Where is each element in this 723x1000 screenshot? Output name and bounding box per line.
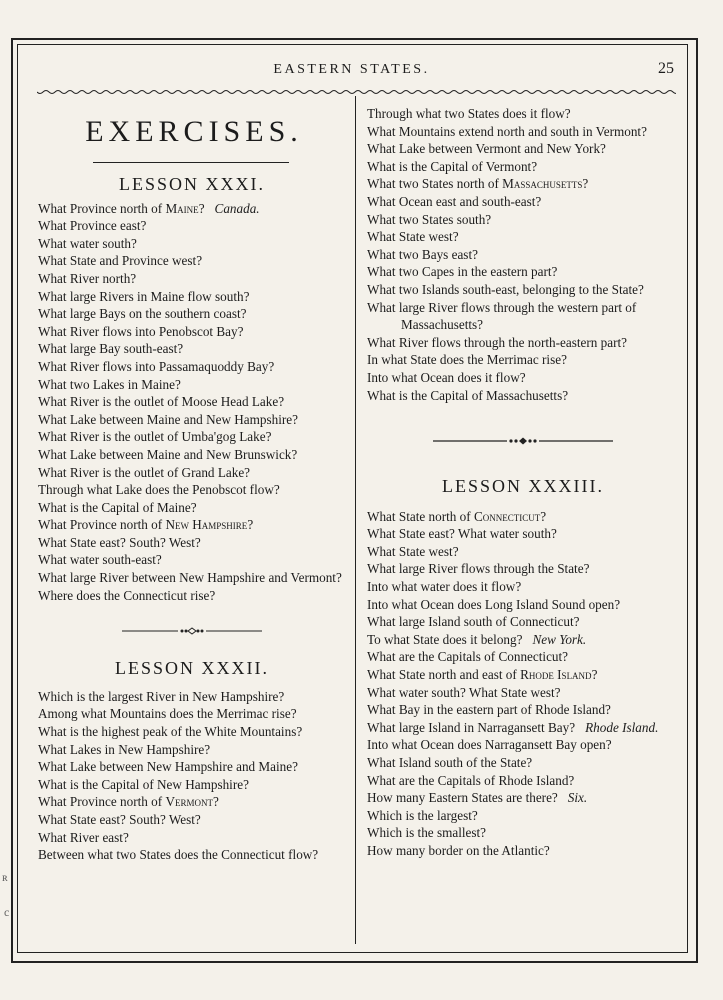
question-text: What water south? What State west?: [367, 684, 561, 700]
question-text: What Ocean east and south-east?: [367, 193, 542, 209]
question-text: What State and Province west?: [38, 253, 203, 269]
question-text: What large Bays on the southern coast?: [38, 306, 247, 322]
question-line: [38, 323, 346, 341]
question-line: [367, 789, 679, 807]
question-text: What is the Capital of Maine?: [38, 499, 197, 515]
place-name: Maine: [165, 200, 199, 216]
question-line: [38, 688, 346, 706]
question-line: [367, 525, 679, 543]
question-line: [367, 193, 679, 211]
question-line: [367, 578, 679, 596]
question-line: [367, 684, 679, 702]
question-line: [367, 736, 679, 754]
question-line: [367, 175, 679, 193]
question-text: What Lake between Vermont and New York?: [367, 141, 606, 157]
question-line: [367, 543, 679, 561]
question-text: Among what Mountains does the Merrimac rise?: [38, 706, 297, 722]
question-text: Through what Lake does the Penobscot flow?: [38, 482, 280, 498]
question-line: [367, 719, 679, 737]
question-text: What large River flows through the State?: [367, 561, 590, 577]
question-text: What Bay in the eastern part of Rhode Island?: [367, 702, 611, 718]
question-text: What two States south?: [367, 211, 492, 227]
question-text: What State west?: [367, 543, 459, 559]
question-text: What two Capes in the eastern part?: [367, 264, 558, 280]
lesson-31-heading: LESSON XXXI.: [118, 174, 265, 194]
column-divider: [355, 96, 356, 944]
question-line: [367, 648, 679, 666]
question-line: [38, 846, 346, 864]
question-text: What large Rivers in Maine flow south?: [38, 288, 250, 304]
question-line: [367, 613, 679, 631]
question-line: [38, 534, 346, 552]
question-text: What State east? What water south?: [367, 526, 557, 542]
question-text: Where does the Connecticut rise?: [38, 587, 216, 603]
question-line: [38, 393, 346, 411]
question-line: [38, 551, 346, 569]
question-text: What are the Capitals of Connecticut?: [367, 649, 569, 665]
question-text: What State west?: [367, 229, 459, 245]
left-column: [38, 114, 346, 864]
question-line: [367, 299, 679, 334]
lesson-33-heading: LESSON XXXIII.: [442, 476, 604, 497]
answer-text: New York.: [532, 631, 587, 647]
question-text: What Lake between Maine and New Hampshire?: [38, 411, 298, 427]
question-line: [38, 446, 346, 464]
question-text: What Lakes in New Hampshire?: [38, 741, 211, 757]
question-line: [367, 158, 679, 176]
question-text: Into what Ocean does it flow?: [367, 369, 526, 385]
question-line: [367, 351, 679, 369]
lesson-32-questions-cont: [367, 105, 679, 404]
question-line: [38, 376, 346, 394]
question-text: What large Bay south-east?: [38, 341, 184, 357]
question-text: What are the Capitals of Rhode Island?: [367, 772, 575, 788]
question-line: [38, 200, 346, 218]
question-line: [38, 587, 346, 605]
lesson-31-questions: [38, 200, 346, 605]
question-line: [38, 217, 346, 235]
question-line: [367, 281, 679, 299]
question-line: [367, 772, 679, 790]
question-line: [367, 140, 679, 158]
question-line: [38, 411, 346, 429]
question-text: What Island south of the State?: [367, 755, 533, 770]
answer-text: Rhode Island.: [585, 719, 659, 735]
place-name: Connecticut: [473, 508, 541, 524]
question-line: [38, 428, 346, 446]
question-text: What River is the outlet of Grand Lake?: [38, 464, 251, 480]
question-text: What is the Capital of Vermont?: [367, 158, 538, 174]
question-text: Between what two States does the Connecticut flow?: [38, 847, 319, 863]
question-text: To what State does it belong?: [367, 631, 523, 647]
question-line: [38, 481, 346, 499]
question-line: [38, 464, 346, 482]
question-text: How many Eastern States are there?: [367, 790, 558, 806]
question-line: [38, 516, 346, 534]
question-line: [367, 211, 679, 229]
question-line: [367, 701, 679, 719]
question-line: [367, 754, 679, 772]
question-line: [38, 758, 346, 776]
question-line: [38, 741, 346, 759]
question-text: What large River flows through the western part of Massachusetts?: [367, 299, 637, 333]
margin-mark: ʀ: [2, 870, 8, 884]
question-line: [38, 305, 346, 323]
question-text: How many border on the Atlantic?: [367, 842, 550, 858]
question-text: What two Lakes in Maine?: [38, 376, 181, 392]
question-text: What large Island south of Connecticut?: [367, 614, 580, 630]
question-line: [367, 123, 679, 141]
question-text: What River east?: [38, 829, 129, 845]
question-text: What large Island in Narragansett Bay?: [367, 719, 576, 735]
answer-text: Canada.: [214, 200, 260, 216]
exercises-title: EXERCISES.: [85, 115, 303, 148]
question-text: What River north?: [38, 270, 137, 286]
section-ornament: [122, 626, 262, 636]
question-text: Which is the largest River in New Hampshire?: [38, 688, 285, 704]
running-head: EASTERN STATES.: [273, 62, 430, 77]
question-line: [38, 270, 346, 288]
question-text: What State north and east of: [367, 667, 521, 683]
question-text: What water south?: [38, 235, 137, 251]
question-line: [38, 499, 346, 517]
question-text: What Lake between Maine and New Brunswick?: [38, 446, 298, 462]
question-line: [38, 829, 346, 847]
margin-mark: c: [4, 905, 10, 919]
question-text: Which is the smallest?: [367, 825, 487, 841]
question-text: In what State does the Merrimac rise?: [367, 352, 567, 368]
question-text: What Province north of: [38, 200, 166, 216]
question-line: [367, 596, 679, 614]
question-text: What is the Capital of Massachusetts?: [367, 387, 569, 403]
question-line: [367, 369, 679, 387]
lesson-33-questions: [367, 508, 679, 860]
question-line: [367, 807, 679, 825]
question-line: [367, 105, 679, 123]
question-text: What two Islands south-east, belonging to the State?: [367, 281, 644, 297]
question-line: [367, 666, 679, 684]
question-line: [367, 228, 679, 246]
question-line: [38, 705, 346, 723]
question-line: [38, 252, 346, 270]
question-text: What two Bays east?: [367, 246, 478, 262]
question-text: What is the highest peak of the White Mountains?: [38, 724, 303, 740]
question-line: [367, 842, 679, 860]
question-text: Into what water does it flow?: [367, 579, 522, 595]
question-text: What River flows into Penobscot Bay?: [38, 323, 244, 339]
place-name: Rhode Island: [520, 667, 592, 683]
question-text: What is the Capital of New Hampshire?: [38, 776, 249, 792]
question-line: [38, 776, 346, 794]
question-text: What River is the outlet of Moose Head Lake?: [38, 394, 285, 410]
question-line: [38, 811, 346, 829]
page-number: 25: [658, 60, 674, 77]
question-line: [367, 560, 679, 578]
question-end: ?: [591, 667, 598, 683]
question-text: What Province north of: [38, 517, 166, 533]
question-text: What State east? South? West?: [38, 812, 201, 827]
question-end: ?: [212, 794, 219, 810]
question-text: What water south-east?: [38, 552, 162, 568]
right-column: [367, 105, 679, 860]
question-text: Which is the largest?: [367, 807, 478, 823]
question-text: What State north of: [367, 508, 474, 524]
question-line: [367, 263, 679, 281]
wavy-rule: [37, 88, 676, 96]
question-text: What Province north of: [38, 794, 166, 810]
question-line: [38, 288, 346, 306]
question-text: What Province east?: [38, 218, 147, 234]
question-line: [38, 340, 346, 358]
place-name: New Hampshire: [165, 517, 248, 533]
question-line: [367, 246, 679, 264]
question-end: ?: [540, 508, 547, 524]
question-text: What River is the outlet of Umba'gog Lake?: [38, 429, 272, 445]
question-text: What Lake between New Hampshire and Maine?: [38, 759, 298, 775]
answer-text: Six.: [567, 790, 588, 806]
question-line: [367, 508, 679, 526]
question-line: [38, 358, 346, 376]
question-line: [38, 723, 346, 741]
section-ornament: [433, 436, 613, 446]
question-text: Into what Ocean does Narragansett Bay open?: [367, 737, 612, 753]
question-line: [38, 569, 346, 587]
question-text: What Mountains extend north and south in Vermont?: [367, 123, 647, 139]
question-text: What State east? South? West?: [38, 534, 201, 550]
question-line: [367, 334, 679, 352]
question-line: [367, 631, 679, 649]
question-end: ?: [247, 517, 254, 533]
place-name: Vermont: [165, 794, 213, 810]
question-line: [38, 235, 346, 253]
question-line: [367, 387, 679, 405]
question-line: [38, 793, 346, 811]
question-line: [367, 824, 679, 842]
question-end: ?: [582, 176, 589, 192]
lesson-32-heading: LESSON XXXII.: [115, 658, 269, 679]
question-text: What River flows into Passamaquoddy Bay?: [38, 358, 275, 374]
lesson-32-questions: [38, 688, 346, 864]
question-end: ?: [198, 200, 205, 216]
place-name: Massachusetts: [502, 176, 583, 192]
question-text: Through what two States does it flow?: [367, 106, 571, 121]
question-text: What large River between New Hampshire and Vermont?: [38, 570, 342, 586]
question-text: Into what Ocean does Long Island Sound open?: [367, 596, 621, 612]
question-text: What River flows through the north-eastern part?: [367, 334, 628, 350]
question-text: What two States north of: [367, 176, 503, 192]
